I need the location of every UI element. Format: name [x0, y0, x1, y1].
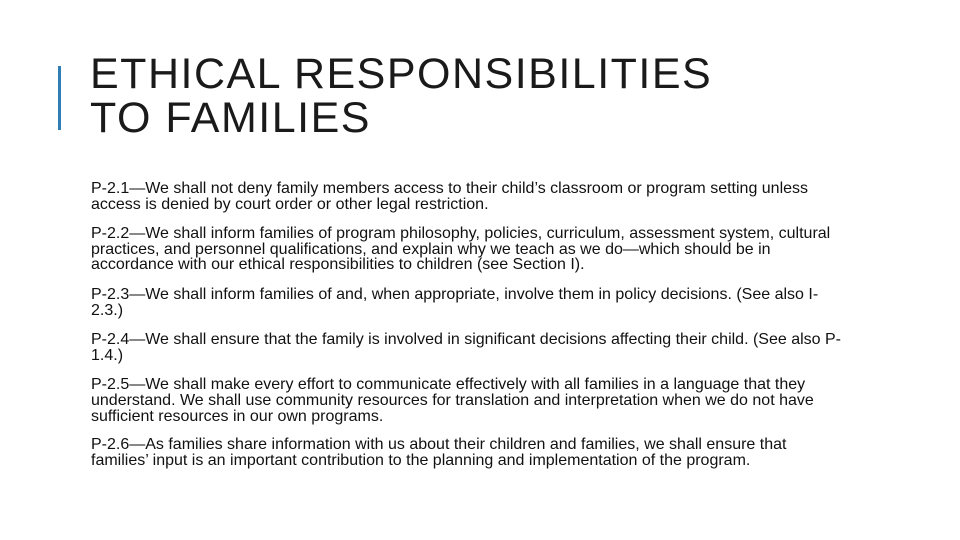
paragraph-p-2-1: P-2.1—We shall not deny family members access to their child’s classroom or program setting unless access is denied by court order or other legal restriction. — [91, 180, 809, 213]
paragraph-p-2-3: P-2.3—We shall inform families of and, when appropriate, involve them in policy decisions. (See also I-2.3.) — [91, 285, 819, 319]
paragraph-p-2-4: P-2.4—We shall ensure that the family is involved in significant decisions affecting their child. (See also P-1.4.) — [91, 331, 841, 364]
slide-title-line-1: ETHICAL RESPONSIBILITIES — [90, 50, 713, 98]
paragraph-p-2-6: P-2.6—As families share information with us about their children and families, we shall ensure that families’ input is an important contribution to the planning and implementation of the program. — [91, 436, 787, 469]
slide-body — [91, 181, 846, 482]
paragraph-p-2-5: P-2.5—We shall make every effort to communicate effectively with all families in a language that they understand. We shall use community resources for translation and interpretation when we do not have sufficient resources in our own programs. — [91, 376, 814, 425]
title-accent-bar — [58, 66, 61, 130]
slide-title — [90, 52, 910, 140]
paragraph-p-2-2: P-2.2—We shall inform families of program philosophy, policies, curriculum, assessment system, cultural practices, and personnel qualifications, and explain why we teach as we do—which should be in accordance with our ethical responsibilities to children (see Section I). — [91, 225, 831, 274]
slide-title-line-2: TO FAMILIES — [90, 94, 371, 142]
